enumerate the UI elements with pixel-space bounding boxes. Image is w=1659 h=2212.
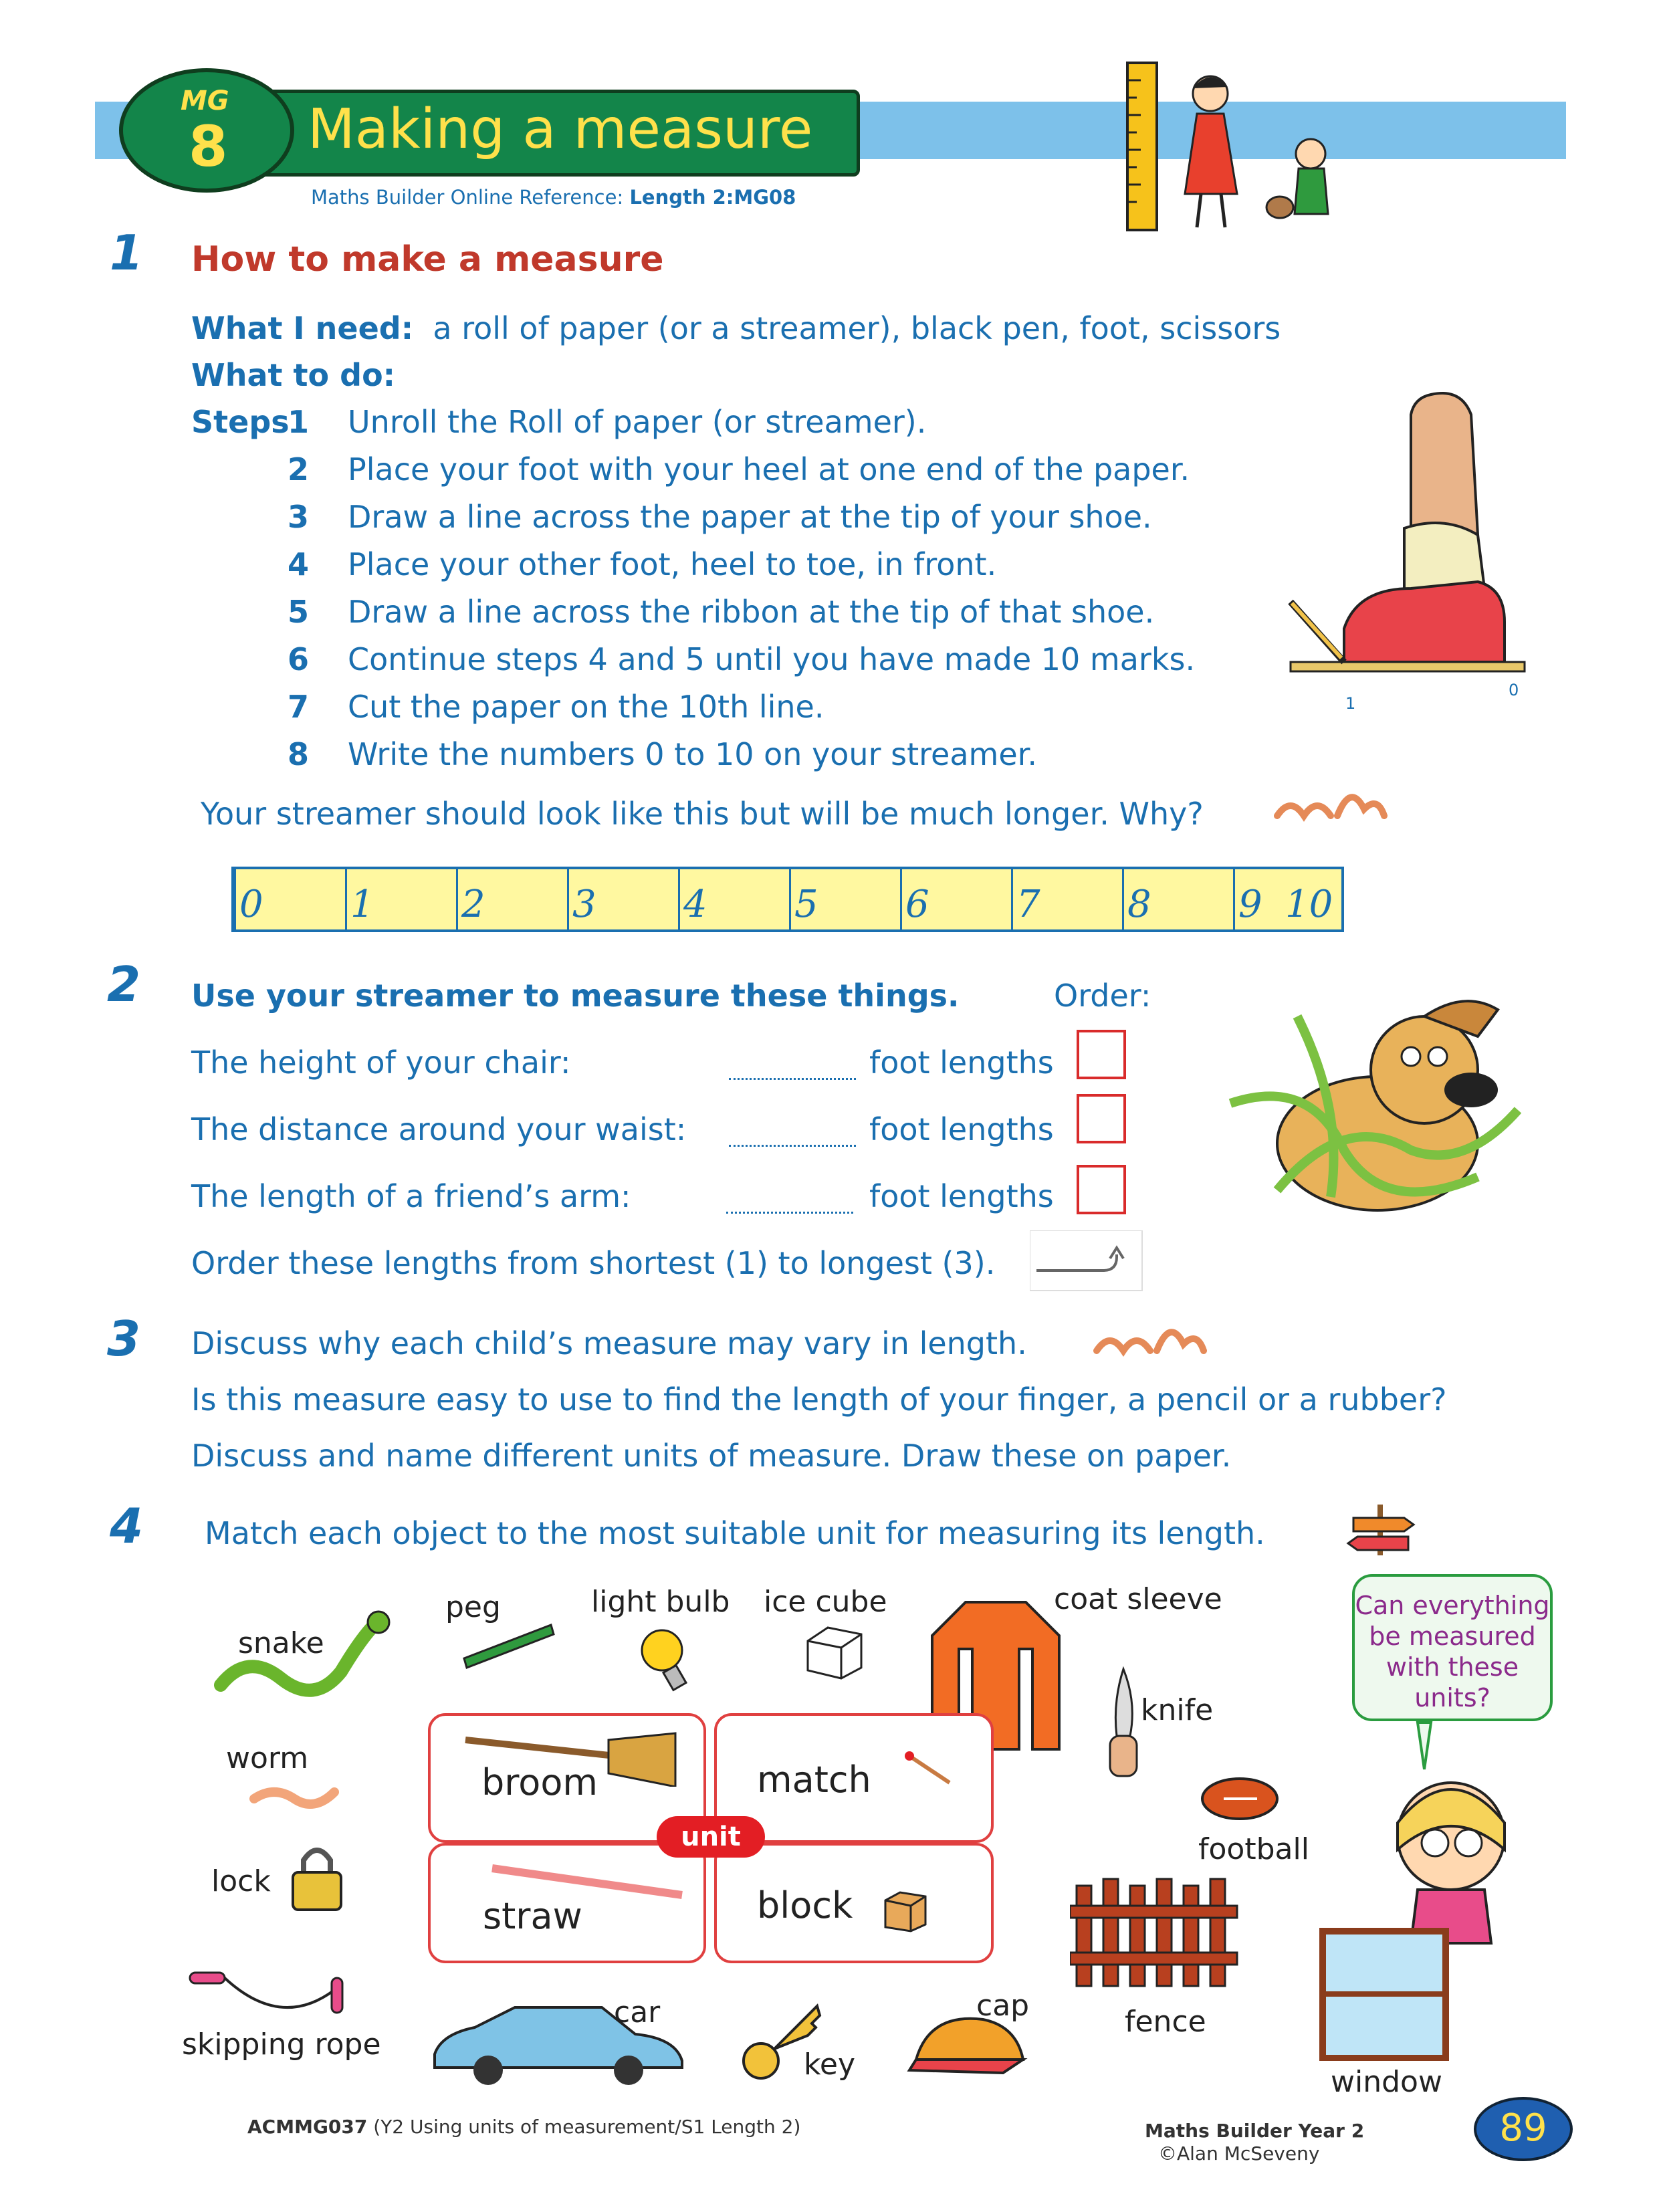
streamer-mark: 3: [572, 883, 596, 926]
section1-heading: How to make a measure: [191, 239, 664, 280]
unit-card-block[interactable]: [714, 1843, 994, 1963]
what-to-do-label: What to do:: [191, 357, 396, 393]
streamer-mark: 10: [1285, 883, 1333, 926]
football-icon[interactable]: [1197, 1772, 1284, 1826]
skipping-rope-icon[interactable]: [187, 1963, 381, 2037]
unit-label-block: block: [757, 1884, 853, 1926]
step-row: [288, 451, 1195, 499]
streamer-mark: 4: [683, 883, 707, 926]
section4-instruction: Match each object to the most suitable unit for measuring its length.: [205, 1515, 1265, 1551]
step-row: [288, 546, 1195, 594]
step-number: 6: [288, 641, 310, 677]
object-label-ice-cube: ice cube: [764, 1585, 887, 1619]
streamer-tick: [1011, 869, 1013, 929]
object-label-knife: knife: [1141, 1693, 1214, 1727]
ruler-and-children-illustration: [1110, 53, 1377, 247]
streamer-tick: [789, 869, 791, 929]
object-label-snake: snake: [238, 1626, 324, 1660]
step-text: Place your other foot, heel to toe, in front.: [348, 546, 997, 582]
step-number: 2: [288, 451, 310, 487]
streamer-mark: 6: [905, 883, 929, 926]
streamer-mark: 0: [239, 883, 263, 926]
object-label-peg: peg: [445, 1590, 501, 1624]
answer-line[interactable]: [726, 1212, 853, 1214]
step-number: 1: [288, 404, 310, 440]
worm-icon[interactable]: [247, 1765, 354, 1812]
order-label: Order:: [1054, 978, 1151, 1014]
worms-icon: [1090, 1304, 1210, 1364]
discussion-line: Discuss why each child’s measure may vary in length.: [191, 1325, 1027, 1361]
step-number: 8: [288, 736, 310, 772]
need-text: a roll of paper (or a streamer), black pen, foot, scissors: [433, 310, 1281, 346]
object-label-cap: cap: [976, 1989, 1030, 2023]
unit-label-straw: straw: [483, 1895, 582, 1937]
sample-streamer: [231, 867, 1344, 932]
measure-item-label: The height of your chair:: [191, 1044, 571, 1081]
step-row: [288, 736, 1195, 784]
foot-on-paper-illustration: [1277, 388, 1531, 715]
streamer-note: Your streamer should look like this but will be much longer. Why?: [201, 796, 1204, 832]
ruler-label-1: 1: [1345, 694, 1356, 713]
ruler-label-0: 0: [1509, 681, 1519, 699]
online-reference: [311, 186, 796, 209]
streamer-tick: [567, 869, 569, 929]
streamer-mark: 1: [350, 883, 374, 926]
curriculum-code-id: ACMMG037: [247, 2116, 368, 2138]
curriculum-code-desc: (Y2 Using units of measurement/S1 Length 2): [367, 2116, 801, 2138]
reference-prefix: Maths Builder Online Reference:: [311, 186, 630, 209]
lock-icon[interactable]: [284, 1840, 350, 1914]
step-text: Continue steps 4 and 5 until you have made 10 marks.: [348, 641, 1196, 677]
object-label-worm: worm: [226, 1741, 309, 1775]
step-text: Draw a line across the paper at the tip of your shoe.: [348, 499, 1152, 535]
knife-icon[interactable]: [1097, 1662, 1157, 1796]
order-instruction: Order these lengths from shortest (1) to longest (3).: [191, 1245, 996, 1281]
book-title: Maths Builder Year 2: [1145, 2120, 1365, 2142]
object-label-lock: lock: [211, 1864, 271, 1898]
streamer-tick: [1233, 869, 1235, 929]
block-icon: [880, 1887, 931, 1934]
worms-icon: [1270, 769, 1391, 829]
step-row: [288, 689, 1195, 736]
step-text: Write the numbers 0 to 10 on your streamer.: [348, 736, 1037, 772]
streamer-tick: [456, 869, 458, 929]
streamer-tick: [345, 869, 347, 929]
question-number-4: 4: [110, 1498, 144, 1554]
question-number-2: 2: [107, 956, 141, 1012]
streamer-tick: [1122, 869, 1124, 929]
streamer-mark: 7: [1016, 883, 1040, 926]
streamer-mark: 2: [461, 883, 485, 926]
step-text: Unroll the Roll of paper (or streamer).: [348, 404, 927, 440]
ice-cube-icon[interactable]: [801, 1621, 868, 1681]
streamer-mark: 8: [1127, 883, 1151, 926]
question-number-1: 1: [110, 225, 144, 281]
answer-line[interactable]: [729, 1145, 856, 1147]
object-label-fence: fence: [1125, 2005, 1206, 2039]
peg-icon[interactable]: [457, 1612, 558, 1672]
reference-code: Length 2:MG08: [629, 186, 796, 209]
measure-item-unit: foot lengths: [869, 1178, 1054, 1214]
step-text: Place your foot with your heel at one end of the paper.: [348, 451, 1190, 487]
object-label-window: window: [1331, 2065, 1442, 2099]
streamer-mark: 5: [794, 883, 818, 926]
step-row: [288, 499, 1195, 546]
fence-icon[interactable]: [1070, 1872, 1257, 1993]
steps-list: [288, 404, 1195, 784]
signpost-icon: [1344, 1498, 1418, 1558]
girl-thinking-illustration: [1377, 1716, 1545, 1950]
unit-center-badge: unit: [657, 1816, 765, 1858]
object-label-key: key: [804, 2048, 856, 2082]
order-box[interactable]: [1077, 1094, 1126, 1143]
step-number: 4: [288, 546, 310, 582]
copyright: ©Alan McSeveny: [1158, 2142, 1320, 2165]
window-icon[interactable]: [1319, 1927, 1452, 2061]
mg-code: MG: [181, 86, 229, 116]
object-label-coat-sleeve: coat sleeve: [1054, 1582, 1222, 1616]
discussion-line: Is this measure easy to use to find the length of your finger, a pencil or a rubber?: [191, 1381, 1447, 1418]
streamer-tick: [234, 869, 236, 929]
step-row: [288, 641, 1195, 689]
unit-label-match: match: [757, 1759, 871, 1801]
step-row: [288, 404, 1195, 451]
step-row: [288, 594, 1195, 641]
snake-icon[interactable]: [207, 1598, 408, 1705]
object-label-skipping-rope: skipping rope: [182, 2027, 381, 2062]
curriculum-code: [247, 2116, 800, 2138]
measure-item-unit: foot lengths: [869, 1111, 1054, 1147]
step-text: Draw a line across the ribbon at the tip of that shoe.: [348, 594, 1155, 630]
page-number: 89: [1474, 2097, 1573, 2161]
step-number: 3: [288, 499, 310, 535]
section2-instruction: Use your streamer to measure these things.: [191, 978, 960, 1014]
answer-line[interactable]: [729, 1078, 856, 1080]
light-bulb-icon[interactable]: [635, 1624, 695, 1697]
step-number: 7: [288, 689, 310, 725]
cap-icon[interactable]: [903, 2006, 1036, 2080]
object-label-light-bulb: light bulb: [591, 1585, 730, 1619]
match-icon: [903, 1749, 956, 1789]
discussion-line: Discuss and name different units of measure. Draw these on paper.: [191, 1438, 1232, 1474]
mg-number: 8: [189, 114, 228, 179]
unit-label-broom: broom: [481, 1761, 598, 1803]
streamer-mark: 9: [1238, 883, 1262, 926]
steps-label: Steps: [191, 404, 290, 440]
step-text: Cut the paper on the 10th line.: [348, 689, 824, 725]
step-number: 5: [288, 594, 310, 630]
page-title: Making a measure: [308, 98, 813, 161]
measure-item-unit: foot lengths: [869, 1044, 1054, 1081]
arrow-icon: [1030, 1230, 1143, 1292]
speech-bubble: Can everything be measured with these units?: [1352, 1574, 1553, 1721]
streamer-tick: [900, 869, 902, 929]
need-label: What I need:: [191, 310, 414, 346]
measure-item-label: The distance around your waist:: [191, 1111, 687, 1147]
order-box[interactable]: [1077, 1030, 1126, 1079]
object-label-car: car: [614, 1995, 661, 2029]
dog-tangled-in-tape-illustration: [1210, 976, 1545, 1230]
measure-item-label: The length of a friend’s arm:: [191, 1178, 631, 1214]
streamer-tick: [678, 869, 680, 929]
object-label-football: football: [1198, 1832, 1309, 1866]
question-number-3: 3: [107, 1311, 141, 1367]
order-box[interactable]: [1077, 1165, 1126, 1214]
what-i-need: [191, 310, 1281, 346]
